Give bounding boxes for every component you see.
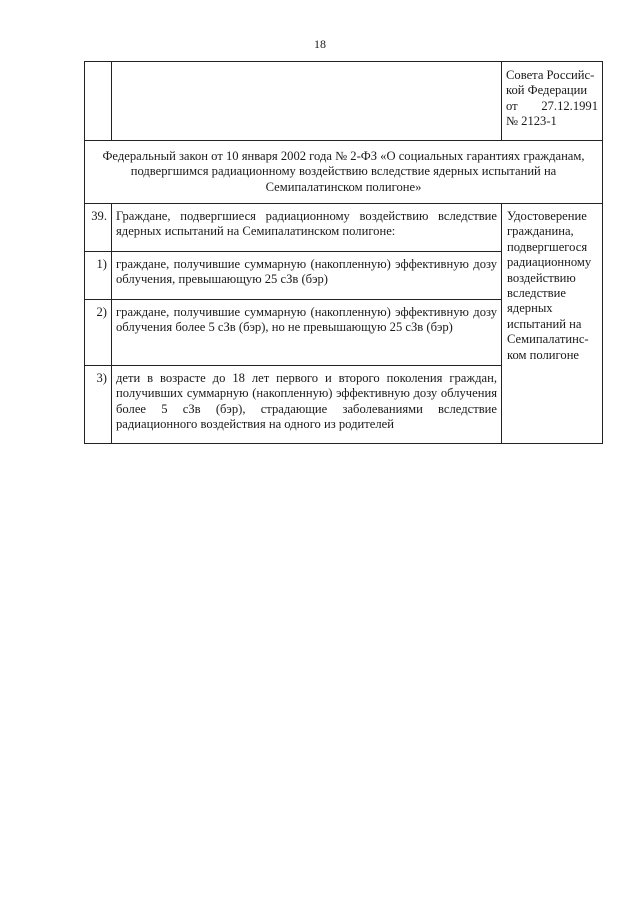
- category-text: граждане, получившие суммарную (накопленную) эффективную дозу облучения более 5 сЗв (бэр), но не превышающую 25 сЗв (бэр): [112, 300, 502, 366]
- table-row: [85, 204, 603, 252]
- basis-line-1: Совета Российс-: [506, 68, 595, 82]
- row-number: 3): [85, 366, 112, 444]
- basis-line-2: кой Федерации: [506, 83, 588, 98]
- row-number: 2): [85, 300, 112, 366]
- category-text: дети в возрасте до 18 лет первого и второго поколения граждан, получивших суммарную (накопленную) эффективную дозу облучения более 5 сЗв (бэр), страдающие заболеваниями вследствие радиационного воздействия на одного из родителей: [112, 366, 502, 444]
- doc-type-line: Удостоверение: [507, 209, 587, 223]
- page-number: 18: [314, 37, 326, 51]
- benefits-table: [84, 61, 603, 444]
- category-text: Граждане, подвергшиеся радиационному воздействию вследствие ядерных испытаний на Семипалатинском полигоне:: [112, 204, 502, 252]
- doc-type-line: ядерных: [507, 301, 553, 316]
- basis-date-line: [506, 99, 598, 114]
- basis-from: от: [506, 98, 518, 113]
- doc-type-line: испытаний на: [507, 316, 582, 331]
- document-basis-cell: [502, 62, 603, 141]
- category-text: граждане, получившие суммарную (накопленную) эффективную дозу облучения, превышающую 25 сЗв (бэр): [112, 252, 502, 300]
- row-number: 39.: [85, 204, 112, 252]
- doc-type-line: гражданина,: [507, 224, 574, 239]
- empty-number-cell: [85, 62, 112, 141]
- table-row: [85, 141, 603, 204]
- law-title: Федеральный закон от 10 января 2002 года № 2-ФЗ «О социальных гарантиях гражданам, подвергшимся радиационному воздействию вследствие ядерных испытаний на Семипалатинском полигоне»: [85, 141, 603, 204]
- empty-category-cell: [112, 62, 502, 141]
- doc-type-line: ком полигоне: [507, 347, 580, 362]
- table-row: [85, 62, 603, 141]
- doc-type-line: воздействию: [507, 270, 576, 285]
- row-number: 1): [85, 252, 112, 300]
- basis-number: № 2123-1: [506, 114, 557, 129]
- doc-type-line: вследствие: [507, 286, 566, 301]
- document-type-cell: [502, 204, 603, 444]
- doc-type-line: подвергшегося: [507, 239, 588, 254]
- doc-type-line: радиационному: [507, 255, 592, 270]
- doc-type-line: Семипалатинс-: [507, 332, 589, 347]
- basis-date: 27.12.1991: [541, 98, 598, 113]
